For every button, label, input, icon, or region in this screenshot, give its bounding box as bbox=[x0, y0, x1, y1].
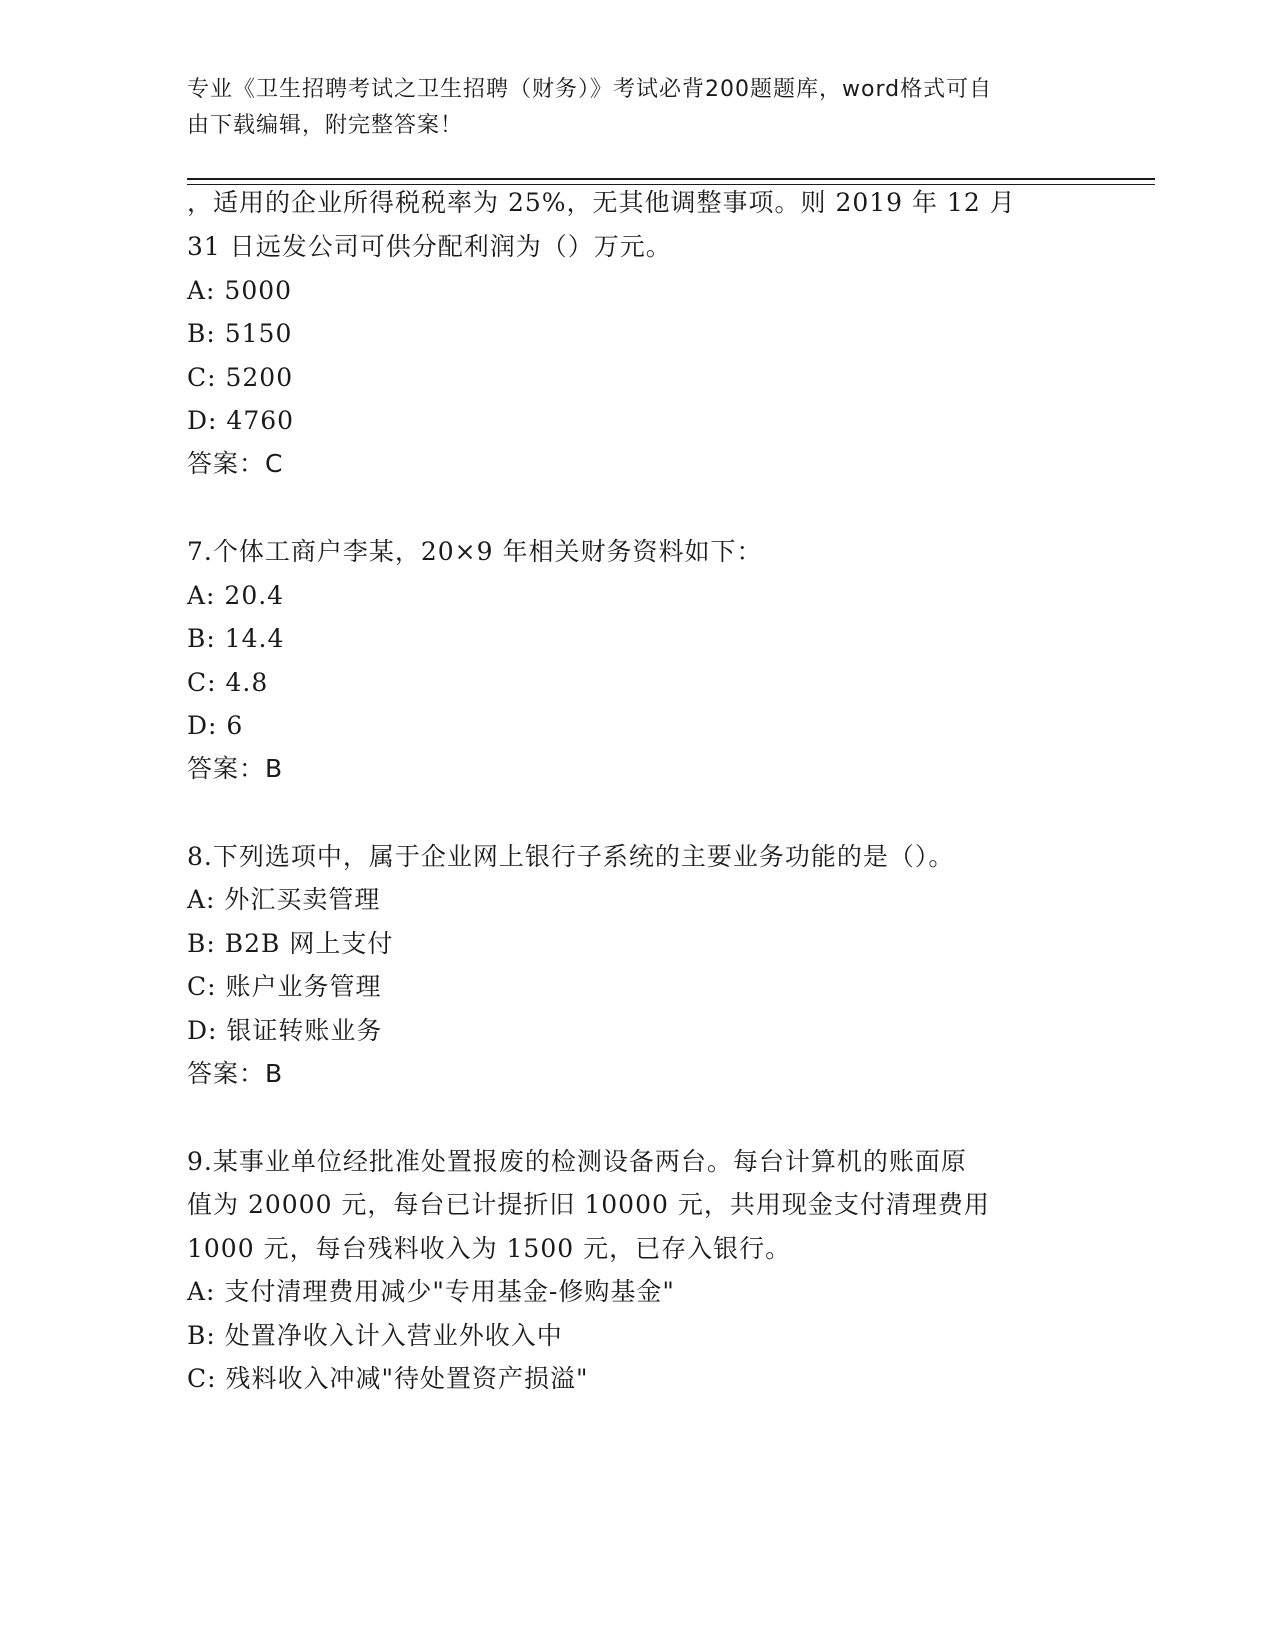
question-7-option-b: B: 14.4 bbox=[187, 624, 285, 653]
question-6-text-line-2: 31 日远发公司可供分配利润为（）万元。 bbox=[187, 232, 672, 261]
question-6-option-b: B: 5150 bbox=[187, 319, 293, 348]
question-9-stem-line-1: 9.某事业单位经批准处置报废的检测设备两台。每台计算机的账面原 bbox=[187, 1147, 967, 1176]
question-9-option-a: A: 支付清理费用减少"专用基金-修购基金" bbox=[187, 1277, 675, 1306]
header-title-line-2: 由下载编辑，附完整答案！ bbox=[187, 113, 464, 138]
question-8-option-b: B: B2B 网上支付 bbox=[187, 929, 394, 958]
question-6-option-a: A: 5000 bbox=[187, 276, 293, 305]
question-9-stem-line-2: 值为 20000 元，每台已计提折旧 10000 元，共用现金支付清理费用 bbox=[187, 1190, 990, 1219]
question-9-stem-line-3: 1000 元，每台残料收入为 1500 元，已存入银行。 bbox=[187, 1234, 792, 1263]
question-6-text-line-1: ，适用的企业所得税税率为 25%，无其他调整事项。则 2019 年 12 月 bbox=[187, 188, 1016, 217]
question-7-answer: 答案：B bbox=[187, 754, 284, 783]
question-6-option-d: D: 4760 bbox=[187, 406, 295, 435]
question-8-option-c: C: 账户业务管理 bbox=[187, 972, 382, 1001]
question-8-answer: 答案：B bbox=[187, 1059, 284, 1088]
question-8-stem: 8.下列选项中，属于企业网上银行子系统的主要业务功能的是（）。 bbox=[187, 842, 955, 871]
question-7-option-d: D: 6 bbox=[187, 711, 244, 740]
header-title-line-1: 专业《卫生招聘考试之卫生招聘（财务）》考试必背200题题库，word格式可自 bbox=[187, 77, 993, 102]
question-9-option-b: B: 处置净收入计入营业外收入中 bbox=[187, 1321, 563, 1350]
question-8-option-d: D: 银证转账业务 bbox=[187, 1016, 383, 1045]
question-9-option-c: C: 残料收入冲减"待处置资产损溢" bbox=[187, 1364, 589, 1393]
question-7-stem: 7.个体工商户李某，20×9 年相关财务资料如下： bbox=[187, 537, 763, 566]
question-7-option-a: A: 20.4 bbox=[187, 581, 285, 610]
question-7-option-c: C: 4.8 bbox=[187, 668, 269, 697]
question-6-option-c: C: 5200 bbox=[187, 363, 294, 392]
document-header bbox=[187, 72, 1067, 144]
question-8-option-a: A: 外汇买卖管理 bbox=[187, 885, 381, 914]
question-6-answer: 答案：C bbox=[187, 449, 284, 478]
